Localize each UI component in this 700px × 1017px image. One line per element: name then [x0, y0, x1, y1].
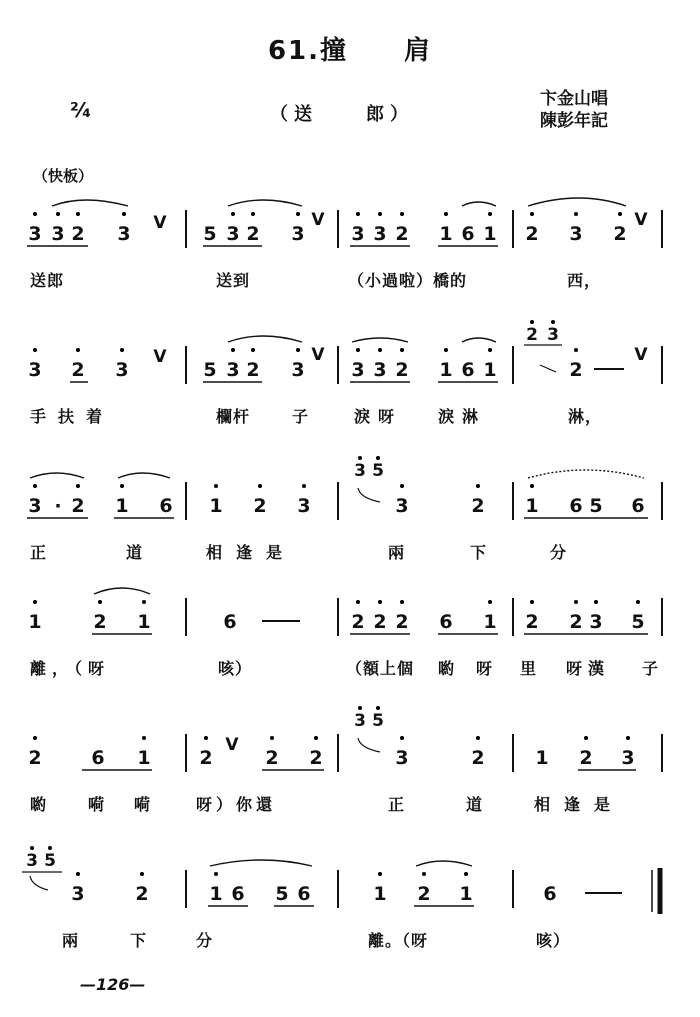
- svg-text:2: 2: [71, 495, 85, 517]
- lyric-line-4: [30, 656, 690, 678]
- lyric: 呀漢: [566, 659, 611, 678]
- svg-text:·: ·: [54, 495, 62, 517]
- svg-text:6: 6: [461, 223, 475, 245]
- svg-text:1: 1: [209, 495, 223, 517]
- lyric: 分: [550, 543, 568, 562]
- lyric: 西，: [567, 271, 602, 290]
- lyric: 下: [470, 543, 488, 562]
- svg-text:2: 2: [613, 223, 627, 245]
- svg-text:2: 2: [71, 223, 85, 245]
- svg-text:2: 2: [351, 611, 365, 633]
- lyric: 呀: [476, 659, 494, 678]
- svg-text:2: 2: [525, 611, 539, 633]
- svg-text:2: 2: [569, 359, 583, 381]
- svg-text:3: 3: [117, 223, 131, 245]
- svg-text:3: 3: [621, 747, 635, 769]
- lyric: 咳）: [218, 659, 253, 678]
- lyric: 兩: [62, 931, 80, 950]
- svg-text:3: 3: [291, 359, 305, 381]
- svg-text:1: 1: [535, 747, 549, 769]
- lyric: 正: [388, 795, 406, 814]
- svg-text:2: 2: [265, 747, 279, 769]
- lyric-line-2: [30, 404, 690, 426]
- svg-text:2: 2: [579, 747, 593, 769]
- svg-text:3: 3: [373, 223, 387, 245]
- svg-text:V: V: [225, 735, 239, 755]
- svg-text:6: 6: [223, 611, 237, 633]
- svg-text:3: 3: [351, 223, 365, 245]
- svg-text:3: 3: [26, 851, 38, 871]
- svg-text:2: 2: [246, 359, 260, 381]
- svg-text:V: V: [634, 345, 648, 365]
- score-line-1: [27, 198, 662, 248]
- svg-text:3: 3: [395, 747, 409, 769]
- svg-text:6: 6: [91, 747, 105, 769]
- svg-text:3: 3: [354, 461, 366, 481]
- svg-text:2: 2: [526, 325, 538, 345]
- svg-text:6: 6: [159, 495, 173, 517]
- svg-text:V: V: [311, 345, 325, 365]
- lyric: 相逢是: [206, 543, 297, 562]
- lyric: 送郎: [30, 271, 65, 290]
- score-line-5: [28, 706, 662, 772]
- svg-text:2: 2: [71, 359, 85, 381]
- svg-text:5: 5: [631, 611, 645, 633]
- lyric: 子: [642, 659, 660, 678]
- svg-text:3: 3: [115, 359, 129, 381]
- svg-text:V: V: [311, 210, 325, 230]
- lyric: 離。（呀: [368, 931, 429, 950]
- singer-credit: 卞金山唱: [540, 89, 608, 109]
- svg-text:3: 3: [297, 495, 311, 517]
- subtitle: （送 郎）: [270, 104, 414, 125]
- svg-text:3: 3: [373, 359, 387, 381]
- svg-text:2: 2: [246, 223, 260, 245]
- svg-text:2: 2: [417, 883, 431, 905]
- svg-text:1: 1: [483, 611, 497, 633]
- svg-text:3: 3: [226, 359, 240, 381]
- svg-text:2: 2: [395, 611, 409, 633]
- score-line-3: [27, 456, 662, 520]
- svg-text:3: 3: [351, 359, 365, 381]
- svg-text:2: 2: [569, 611, 583, 633]
- time-signature: ²⁄₄: [70, 98, 91, 122]
- svg-text:3: 3: [28, 223, 42, 245]
- lyric: 手扶着: [30, 407, 115, 426]
- svg-text:1: 1: [137, 747, 151, 769]
- svg-text:3: 3: [569, 223, 583, 245]
- svg-text:5: 5: [203, 359, 217, 381]
- svg-text:6: 6: [631, 495, 645, 517]
- recorder-credit: 陳彭年記: [540, 111, 608, 131]
- lyric-line-6: [30, 928, 690, 950]
- lyric: 淚淋: [438, 407, 487, 426]
- svg-text:6: 6: [439, 611, 453, 633]
- lyric-line-5: [30, 792, 690, 814]
- svg-text:V: V: [634, 210, 648, 230]
- svg-text:2: 2: [253, 495, 267, 517]
- svg-text:2: 2: [471, 495, 485, 517]
- svg-text:2: 2: [395, 223, 409, 245]
- lyric: （小過啦）橋的: [348, 271, 468, 290]
- svg-text:V: V: [153, 347, 167, 367]
- lyric: 呀）你還: [196, 795, 277, 814]
- svg-text:5: 5: [44, 851, 56, 871]
- svg-text:3: 3: [51, 223, 65, 245]
- svg-text:2: 2: [471, 747, 485, 769]
- lyric: 送到: [216, 271, 251, 290]
- svg-text:6: 6: [543, 883, 557, 905]
- svg-text:1: 1: [459, 883, 473, 905]
- score-line-4: [28, 588, 662, 636]
- svg-text:5: 5: [372, 461, 384, 481]
- lyric: 子: [292, 407, 310, 426]
- svg-text:6: 6: [461, 359, 475, 381]
- lyric: 道: [466, 795, 484, 814]
- page-title: 61.撞 肩: [267, 36, 433, 66]
- svg-text:3: 3: [226, 223, 240, 245]
- lyric: 淚呀: [354, 407, 403, 426]
- lyric: 道: [126, 543, 144, 562]
- svg-text:1: 1: [137, 611, 151, 633]
- lyric: 相逢是: [534, 795, 625, 814]
- lyric: 欄杆: [216, 407, 251, 426]
- score-line-6: [22, 846, 660, 914]
- svg-text:3: 3: [589, 611, 603, 633]
- lyric: 喲: [30, 795, 48, 814]
- svg-text:2: 2: [135, 883, 149, 905]
- lyric: 喲: [438, 659, 456, 678]
- lyric: 下: [130, 931, 148, 950]
- svg-text:1: 1: [209, 883, 223, 905]
- svg-text:1: 1: [483, 359, 497, 381]
- svg-text:1: 1: [483, 223, 497, 245]
- svg-text:3: 3: [28, 495, 42, 517]
- lyric-line-1: [30, 268, 690, 290]
- svg-text:3: 3: [395, 495, 409, 517]
- svg-text:1: 1: [525, 495, 539, 517]
- svg-text:1: 1: [115, 495, 129, 517]
- svg-text:1: 1: [373, 883, 387, 905]
- svg-text:2: 2: [395, 359, 409, 381]
- svg-text:2: 2: [373, 611, 387, 633]
- lyric: 咳）: [536, 931, 571, 950]
- svg-text:3: 3: [71, 883, 85, 905]
- svg-text:3: 3: [547, 325, 559, 345]
- svg-text:3: 3: [28, 359, 42, 381]
- svg-text:5: 5: [372, 711, 384, 731]
- lyric: 淋，: [568, 407, 603, 426]
- svg-text:2: 2: [28, 747, 42, 769]
- svg-text:2: 2: [309, 747, 323, 769]
- lyric-line-3: [30, 540, 690, 562]
- lyric: 離，（呀: [30, 659, 111, 678]
- svg-text:3: 3: [354, 711, 366, 731]
- tempo-marking: （快板）: [33, 167, 94, 185]
- lyric: 正: [30, 543, 48, 562]
- lyric: 分: [196, 931, 214, 950]
- svg-text:5: 5: [203, 223, 217, 245]
- svg-text:6: 6: [569, 495, 583, 517]
- svg-text:5: 5: [589, 495, 603, 517]
- svg-text:V: V: [153, 213, 167, 233]
- lyric: （額上個: [346, 659, 415, 678]
- svg-text:2: 2: [199, 747, 213, 769]
- svg-text:2: 2: [525, 223, 539, 245]
- svg-text:6: 6: [297, 883, 311, 905]
- svg-text:1: 1: [439, 223, 453, 245]
- lyric: 兩: [388, 543, 406, 562]
- svg-text:6: 6: [231, 883, 245, 905]
- lyric: 里: [520, 659, 538, 678]
- svg-text:3: 3: [291, 223, 305, 245]
- svg-text:1: 1: [439, 359, 453, 381]
- svg-text:5: 5: [275, 883, 289, 905]
- score-line-2: [28, 320, 662, 384]
- page-number: —126—: [80, 975, 146, 994]
- lyric: 嗬: [88, 795, 106, 814]
- svg-text:1: 1: [28, 611, 42, 633]
- lyric: 嗬: [134, 795, 152, 814]
- svg-text:2: 2: [93, 611, 107, 633]
